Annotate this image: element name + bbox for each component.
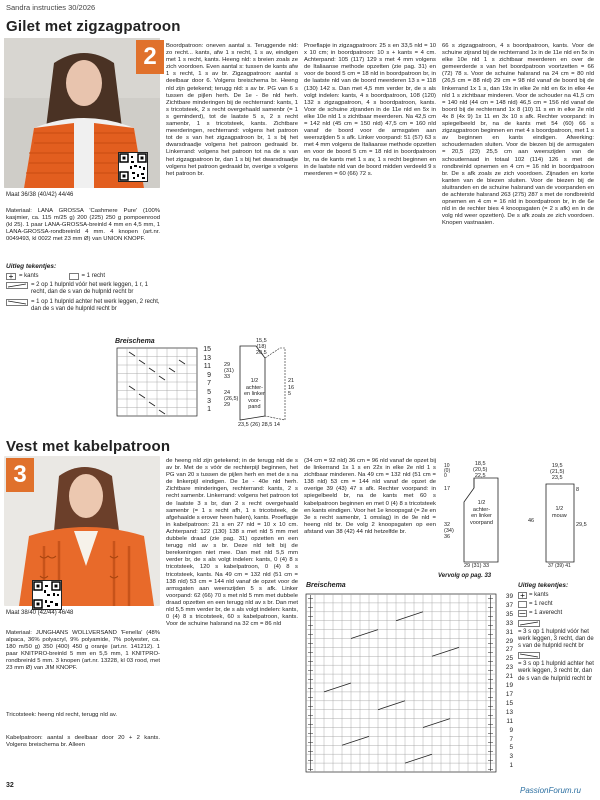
pattern1-legend-title: Uitleg tekentjes:: [6, 263, 57, 270]
cable-back-symbol-icon: [518, 652, 540, 659]
legend-item: [518, 652, 596, 659]
kants-symbol-icon: [6, 273, 16, 280]
pattern1-qr-code[interactable]: [118, 152, 148, 182]
pattern2-tricot-stitch: Tricotsteek: heeng nld recht, terugg nld av.: [6, 712, 118, 718]
pattern2-size: Maat 38/40 (42/44) 46/48: [6, 610, 74, 616]
pattern1-instructions-col3: 66 s zigzagpatroon, 4 s boordpatroon, kants. Voor de schuine zijrand bij de rechterrand 1x in de 11e nld en 5x in elke 10e nld 1 s zichtbaar meerderen en over de gemeerderde s van het boordpatroon voortzetten = 66 (72) 78 s. Voor de schuine halsrand na 24 cm = 80 nld (26,5 cm = 88 nld) 29 cm = 98 nld vanaf de boord bij de linkerrand 1x 1 s, dan 19x in elke 2e nld en 6x in elke 4e nld 1 s zichtbaar minderen. Voor de schouder na 41,5 cm = 140 nld (44 cm = 148 nld) 46,5 cm = 156 nld vanaf de boord bij de rechterrand 1x 8 (10) 11 s en in elke 2e nld 4x 8 (4x 9) 1x 11 en 3x 10 s afk. Rechter voorpand: in spiegelbeeld br, na de kants met 54 (60) 66 s zigzagpatroon beginnen en met 4 s boordpatroon, met 1 s av beginnen en kants eindigen. Afwerking: schoudernaden sluiten. Voor de biezen bij de armsgaten = 20,5 (23) 25,5 cm aan weerszijden van de schoudernaad in totaal 102 (114) 126 s met de rondbreinld opnemen en 4 cm = 16 nld in boordpatroon br. De s afk zoals ze zich voordoen. Zijnaden en korte kanten van de biezen sluiten. Voor de biezen bij de sluitranden en de schuine halsrand van de voorpanden en de achterste halsrand 263 (275) 287 s met de rondbreinld opnemen en 4 cm = 16 nld in boordpatroon br, in de 6e nld in de rechter bies 4 knoopsgaten (= 2 s afk) en in de volg nld weer opzetten). De s afk zoals ze zich voordoen. Knopen vastnaaien.: [442, 43, 594, 227]
schema1-garment-diagram: 15,5 (18) 20,5 29 (31) 33 1/2 achter- en linker voor- pand 24 (26,5) 29 21 16 5 23,5 (26) 28,5 14: [224, 338, 295, 428]
pattern2-instructions-col1: de heeng nld zijn getekend; in de terugg nld de s av br. Met de s vóór de rechterpijl beginnen, het PG van 20 s tussen de pijlen herh en met de s na de linkerpijl eindigen. De 1e - 40e nld herh. Zichtbare minderingen, rechterrand: kants, 2 s recht samenbr. Linkerrand: volgens het patroon tot de laatste 3 s br, dan 2 s recht overgehaald samenbr (= 1 s recht afh, 1 s tricotsteek, de afgehaalde s erover heen halen), kants. Proeflapje in kabelpatroon: 21 s en 27 nld = 10 x 10 cm. Achterpand: 122 (130) 138 s met nld 5 mm met dubbele draad (zie pag. 31) opzetten en een terugg nld av s br. Deze nld telt bij de berekeningen niet mee. Dan met nld 5,5 mm verder br, de s als volgt indelen: kants, 0 (4) 8 s tricotsteek, 120 s kabelpatroon, 0 (4) 8 s tricotsteek, kants. Na 49 cm = 132 nld (51 cm = 138 nld) 53 cm = 144 nld vanaf de opzet voor de armsgaten aan weerszijden 5 s afk. Linker voorpand: 62 (66) 70 s met nld 5 mm met dubbele draad opzetten en een terugg nld av s br. Dan met nld 5,5 mm verder br, de s als volgt indelen: kants, 0 (4) 8 s tricotsteek, 60 s kabelpatroon, kants. Voor de schuine halsrand na 32 cm = 86 nld: [166, 458, 298, 628]
magazine-header: Sandra instructies 30/2026: [6, 3, 96, 12]
cable-front-symbol-icon: [6, 282, 28, 289]
schema1-row-numbers: 15 13 11 9 7 5 3 1: [203, 346, 211, 414]
pattern1-instructions-col1: Boordpatroon: oneven aantal s. Teruggende nld: zo recht... kants, afw 1 s recht, 1 s av, eindigen met 1 s recht, kants. Heeng nld: s breien zoals ze zich voordoen. Even aantal s: tussen de kants afw 1 s recht, 1 s av br. Zigzagpatroon: aantal s deelbaar door 6. Volgens breischema br. Heeng nld zijn getekend; terugg nld: s av br. PG van 6 s tussen de pijlen herh. De 1e - 8e nld herh. Zichtbare minderingen bij de rechterrand: kants, 1 s tricotsteek, 2 s recht overgehaald samenbr (= 1 s geminderd), tot de laatste 5 s, 2 s recht samenbr, 1 s tricotsteek, kants. Zichtbare meerderingen, rechterrand: volgens het patroon tot de s van het zigzagpatroon br, 1 s bij het dwarsdraadje volgens het patroon gedraaid br. Linkerrand: volgens het patroon tot na de s van het zigzagpatroon br, dan 1 s bij het dwarsdraadje volgens het patroon gedraaid br, overige s volgens het patroon br.: [166, 43, 298, 177]
pattern2-title: Vest met kabelpatroon: [6, 438, 171, 455]
pattern1-number-badge: 2: [136, 40, 164, 74]
pattern2-legend-title: Uitleg tekentjes:: [518, 582, 569, 589]
schema1-label: Breischema: [115, 338, 155, 345]
legend-item: = 1 op 1 hulpnld achter het werk leggen, 2 recht, dan de s van de hulpnld recht br: [6, 299, 166, 313]
cable-back-symbol-icon: [6, 299, 28, 306]
legend-item: = kants: [518, 592, 596, 599]
schema2-row-numbers: 39 37 35 33 31 29 27 25 23 21 19 17 15 13 11 9 7 5 3 1: [505, 593, 513, 770]
legend-item: = 1 averecht: [518, 610, 596, 617]
continued-note: Vervolg op pag. 33: [438, 573, 492, 579]
pattern2-number-badge: 3: [6, 458, 34, 492]
kants-symbol-icon: [518, 592, 527, 599]
schema2-label: Breischema: [306, 582, 346, 589]
pattern1-legend: [6, 273, 166, 313]
pattern2-qr-code[interactable]: [32, 580, 62, 610]
legend-item: = 2 op 1 hulpnld vóór het werk leggen, 1 r, 1 recht, dan de s van de hulpnld recht br: [6, 282, 166, 296]
schema2-body-diagram: 18,5 (20,5) 22,5 17 1/2 achter- en linker voorpand 32 (34) 36 29 (31) 33 10 (0) 0: [438, 462, 524, 572]
purl-symbol-icon: [518, 610, 527, 617]
watermark: PassionForum.ru: [520, 786, 581, 795]
legend-item: = 1 recht: [518, 601, 596, 608]
page-number: 32: [6, 782, 14, 789]
pattern2-instructions-col2: (34 cm = 92 nld) 36 cm = 96 nld vanaf de opzet bij de linkerrand 1x 1 s en 22x in elke 2e nld 1 s zichtbaar minderen. Na 49 cm = 132 nld (51 cm = 138 nld) 53 cm = 144 nld vanaf de opzet de overige 39 (43) 47 s afk. Rechter voorpand: in spiegelbeeld br, na de kants met 60 s kabelpatroon beginnen en met 0 (4) 8 s tricotsteek en kants eindigen. Voor het 1e knoopsgat (= 2e en 3e s recht samenbr, 1 omslag) in de 9e nld = heeng nld br. De volg 2 knoopsgaten op een afstand van 38 (42) 44 nld hetzelfde br.: [304, 458, 436, 535]
pattern1-materials: Materiaal: LANA GROSSA 'Cashmere Pure' (100% kasjmier, ca. 115 m/25 g) 200 (225) 250 g pompoenrood (kl 25). 1 paar LANA-GROSSA-breinld 4 mm en 4,5 mm, 1 LANA-GROSSA-rondbreinld 4 mm. 4 knopen (art.nr. 0049493, kl 0022 met 23 mm Ø) van UNION KNOPF.: [6, 208, 160, 243]
schema2-sleeve-diagram: 19,5 (21,5) 23,5 8 1/2 mouw 46 29,5 37 (39) 41: [528, 463, 587, 569]
legend-item: = kants = 1 recht: [6, 273, 166, 280]
knit-symbol-icon: [69, 273, 79, 280]
knit-symbol-icon: [518, 601, 527, 608]
pattern2-materials: Materiaal: JUNGHANS WOLLVERSAND 'Fenella' (48% alpaca, 36% polyacryl, 9% polyamide, 7% polyester, ca. 180 m/50 g) 350 (400) 450 g oranje (art.nr. 141212). 1 paar KNITPRO-breinld 5 mm en 5,5 mm, 1 KNITPRO-rondbreinld 5 mm. 3 knopen (art.nr. 13228, kl 03 rood, met 23 mm Ø) van JIM KNOPF.: [6, 630, 160, 672]
pattern2-legend: = kants = 1 recht = 1 averecht = 3 s op 1 hulpnld vóór het werk leggen, 3 recht, dan de s van de hulpnld recht br = 3 s op 1 hulpnld achter het werk leggen, 3 recht br, dan de s van de hulpnld recht br: [518, 592, 596, 683]
pattern1-title: Gilet met zigzagpatroon: [6, 18, 181, 35]
pattern1-size: Maat 36/38 (40/42) 44/46: [6, 192, 74, 198]
cable-front-symbol-icon: [518, 620, 540, 627]
pattern2-cable-pattern: Kabelpatroon: aantal s deelbaar door 20 + 2 kants. Volgens breischema br. Alleen: [6, 735, 160, 749]
schema2-knitting-chart: [304, 592, 514, 774]
pattern1-instructions-col2: Proeflapje in zigzagpatroon: 25 s en 33,5 nld = 10 x 10 cm; in boordpatroon: 10 s + kants = 4 cm. Achterpand: 105 (117) 129 s met 4 mm volgens de Italiaanse methode opzetten (zie pag. 31) en voor de boord 5 cm = 18 nld in boordpatroon br, in de laatste nld van de boord meerderen 13 s = 118 (130) 142 s. Dan met 4,5 mm verder br, de s als volgt indelen: kants, 4 s boordpatroon, 108 (120) 132 s zigzagpatroon, 4 s boordpatroon, kants. Voor de schuine zijranden in de 11e nld en 5x in elke 10e nld 1 s zichtbaar meerderen. Na 42,5 cm = 142 nld (45 cm = 150 nld) 47,5 cm = 160 nld vanaf de boord voor de armsgaten aan weerszijden 5 s afk. Linker voorpand: 51 (57) 63 s met 4 mm volgens de Italiaanse methode opzetten en voor de boord 5 cm = 18 nld in boordpatroon br, na de kants met 1 s av, 1 s recht beginnen en in de laatste nld van de boord midden verdeeld 9 s meerderen = 60 (66) 72 s.: [304, 43, 436, 177]
legend-item: [518, 620, 596, 627]
